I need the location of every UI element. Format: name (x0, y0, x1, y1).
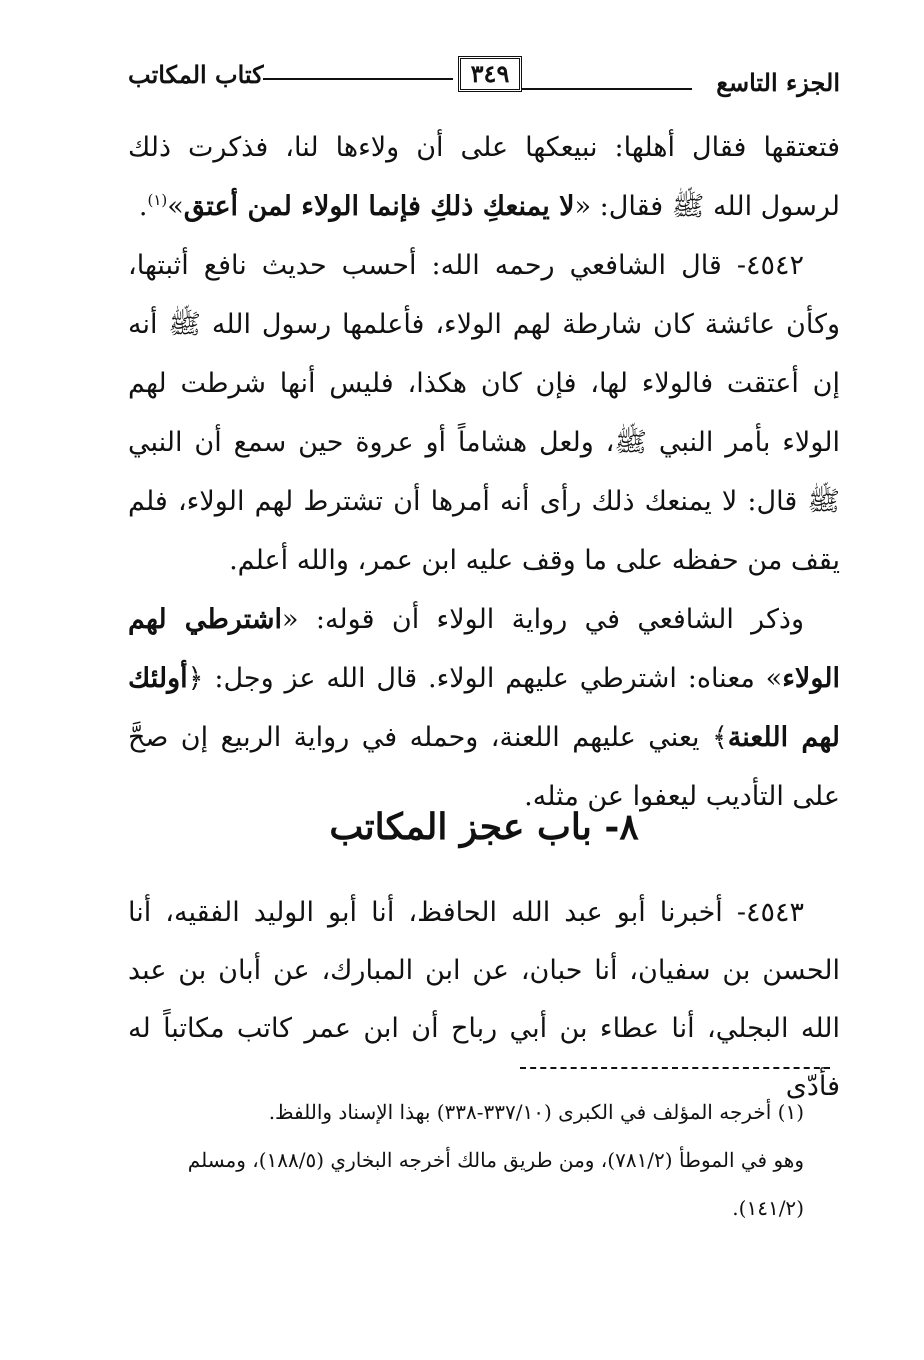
footnote-1: (١) أخرجه المؤلف في الكبرى (٣٣٧/١٠-٣٣٨) بهذا الإسناد واللفظ. (268, 1100, 804, 1124)
page-number: ٣٤٩ (458, 56, 522, 92)
chapter-text (128, 884, 840, 1116)
paragraph-1-text: فتعتقها فقال أهلها: نبيعكها على أن ولاءها لنا، فذكرت ذلك لرسول الله ﷺ فقال: « (128, 132, 840, 222)
chapter-heading: ٨- باب عجز المكاتب (329, 806, 639, 848)
footnotes (128, 1088, 840, 1232)
paragraph-2: ٤٥٤٢- قال الشافعي رحمه الله: أحسب حديث نافع أثبتها، وكأن عائشة كان شارطة لهم الولاء، فأعلمها رسول الله ﷺ أنه إن أعتقت فالولاء لها، فإن كان هكذا، فليس أنها شرطت لهم الولاء بأمر النبي ﷺ، ولعل هشاماً أو عروة حين سمع أن النبي ﷺ قال: لا يمنعك ذلك رأى أنه أمرها أن تشترط لهم الولاء، فلم يقف من حفظه على ما وقف عليه ابن عمر، والله أعلم. (128, 250, 840, 576)
footnote-1-continued: وهو في الموطأ (٧٨١/٢)، ومن طريق مالك أخرجه البخاري (١٨٨/٥)، ومسلم (١٤١/٢). (187, 1148, 804, 1220)
footnote-marker[interactable]: (١) (147, 191, 168, 209)
book-title: كتاب المكاتب (128, 60, 264, 89)
quote-close: » (167, 191, 184, 222)
hadith-quote: لا يمنعكِ ذلكِ فإنما الولاء لمن أعتق (183, 191, 575, 222)
quote-ishtarti: اشترطي لهم الولاء (128, 604, 840, 694)
paragraph-3 (128, 590, 840, 826)
quran-quote: أولئك لهم اللعنة (128, 663, 840, 753)
paragraph-1-tail: . (138, 191, 148, 222)
paragraph-4: ٤٥٤٣- أخبرنا أبو عبد الله الحافظ، أنا أبو الوليد الفقيه، أنا الحسن بن سفيان، أنا حبان، عن ابن المبارك، عن أبان بن عبد الله البجلي، أنا عطاء بن أبي رباح أن ابن عمر كاتب مكاتباً له فأدّى (128, 897, 840, 1102)
footnote-separator (520, 1067, 830, 1069)
header-rule-right (512, 88, 692, 90)
paragraph-3-rest: ﴾ يعني عليهم اللعنة، وحمله في رواية الربيع إن صحَّ على التأديب ليعفوا عن مثله. (128, 722, 840, 812)
page-header (128, 52, 840, 102)
header-rule-left (263, 78, 453, 80)
paragraph-3-start: وذكر الشافعي في رواية الولاء أن قوله: « (281, 604, 804, 635)
paragraph-3-mid: » معناه: اشترطي عليهم الولاء. قال الله عز وجل: ﴿ (187, 663, 783, 694)
paragraph-1 (128, 118, 840, 236)
volume-label: الجزء التاسع (716, 68, 840, 97)
main-text (128, 118, 840, 826)
